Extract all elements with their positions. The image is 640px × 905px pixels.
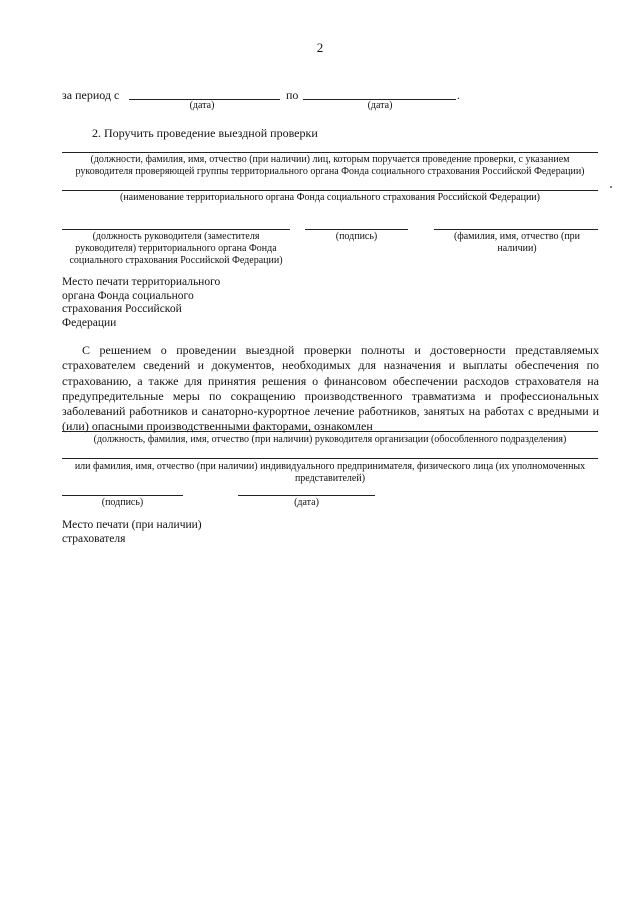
acq-signature-caption: (подпись) <box>101 497 144 508</box>
stamp-place-insurer <box>62 519 202 546</box>
head-org-caption: (должность, фамилия, имя, отчество (при наличии) руководителя организации (обособленного подразделения) <box>93 434 567 445</box>
page-number: 2 <box>316 40 324 55</box>
decision-paragraph: С решением о проведении выездной проверки полноты и достоверности представляемых страхователем сведений и документов, необходимых для назначения и выплаты обеспечения по страхованию, а также для принятия решения о финансовом обеспечении расходов страхователя на предупредительные меры по сокращению производственного травматизма и профессиональных заболеваний работников и санаторно-курортное лечение работников, занятых на работах с вредными и (или) опасными производственными факторами, ознакомлен <box>62 343 599 434</box>
stamp-insurer-line1: Место печати (при наличии) <box>62 519 202 531</box>
period-to-date-caption: (дата) <box>367 100 393 111</box>
period-end-mark: . <box>457 88 460 102</box>
stamp-insurer-line2: страхователя <box>62 532 126 545</box>
stamp-organ-line4: Федерации <box>62 316 117 329</box>
stamp-organ-line2: органа Фонда социального <box>62 289 194 302</box>
acq-signature-line <box>62 495 183 496</box>
acq-date-caption: (дата) <box>294 497 319 508</box>
acq-date-line <box>238 495 375 496</box>
ip-caption: или фамилия, имя, отчество (при наличии) индивидуального предпринимателя, физического лица (их уполномоченных представителей) <box>74 461 586 484</box>
persons-line <box>62 152 598 153</box>
ip-line <box>62 458 598 459</box>
head-signature-caption: (подпись) <box>335 231 378 242</box>
head-signature-line <box>305 229 408 230</box>
margin-mark <box>610 186 612 188</box>
head-position-line <box>62 229 290 230</box>
persons-caption: (должности, фамилия, имя, отчество (при наличии) лиц, которым поручается проведение проверки, с указанием руководителя проверяющей группы территориального органа Фонда социального страхования Российской Федерации) <box>75 154 585 177</box>
head-position-caption: (должность руководителя (заместителя руководителя) территориального органа Фонда социального страхования Российской Федерации) <box>69 231 283 266</box>
period-to-label: по <box>286 88 299 102</box>
stamp-organ-line3: страхования Российской <box>62 303 182 315</box>
stamp-place-organ <box>62 276 220 330</box>
organ-caption: (наименование территориального органа Фонда социального страхования Российской Федерации) <box>120 192 540 203</box>
item2-text: 2. Поручить проведение выездной проверки <box>92 126 318 140</box>
stamp-organ-line1: Место печати территориального <box>62 276 221 288</box>
organ-line <box>62 190 598 191</box>
period-from-label: за период с <box>62 88 120 102</box>
head-org-line <box>62 431 598 432</box>
period-from-date-caption: (дата) <box>189 100 215 111</box>
head-name-line <box>434 229 598 230</box>
head-name-caption: (фамилия, имя, отчество (при наличии) <box>453 231 581 254</box>
